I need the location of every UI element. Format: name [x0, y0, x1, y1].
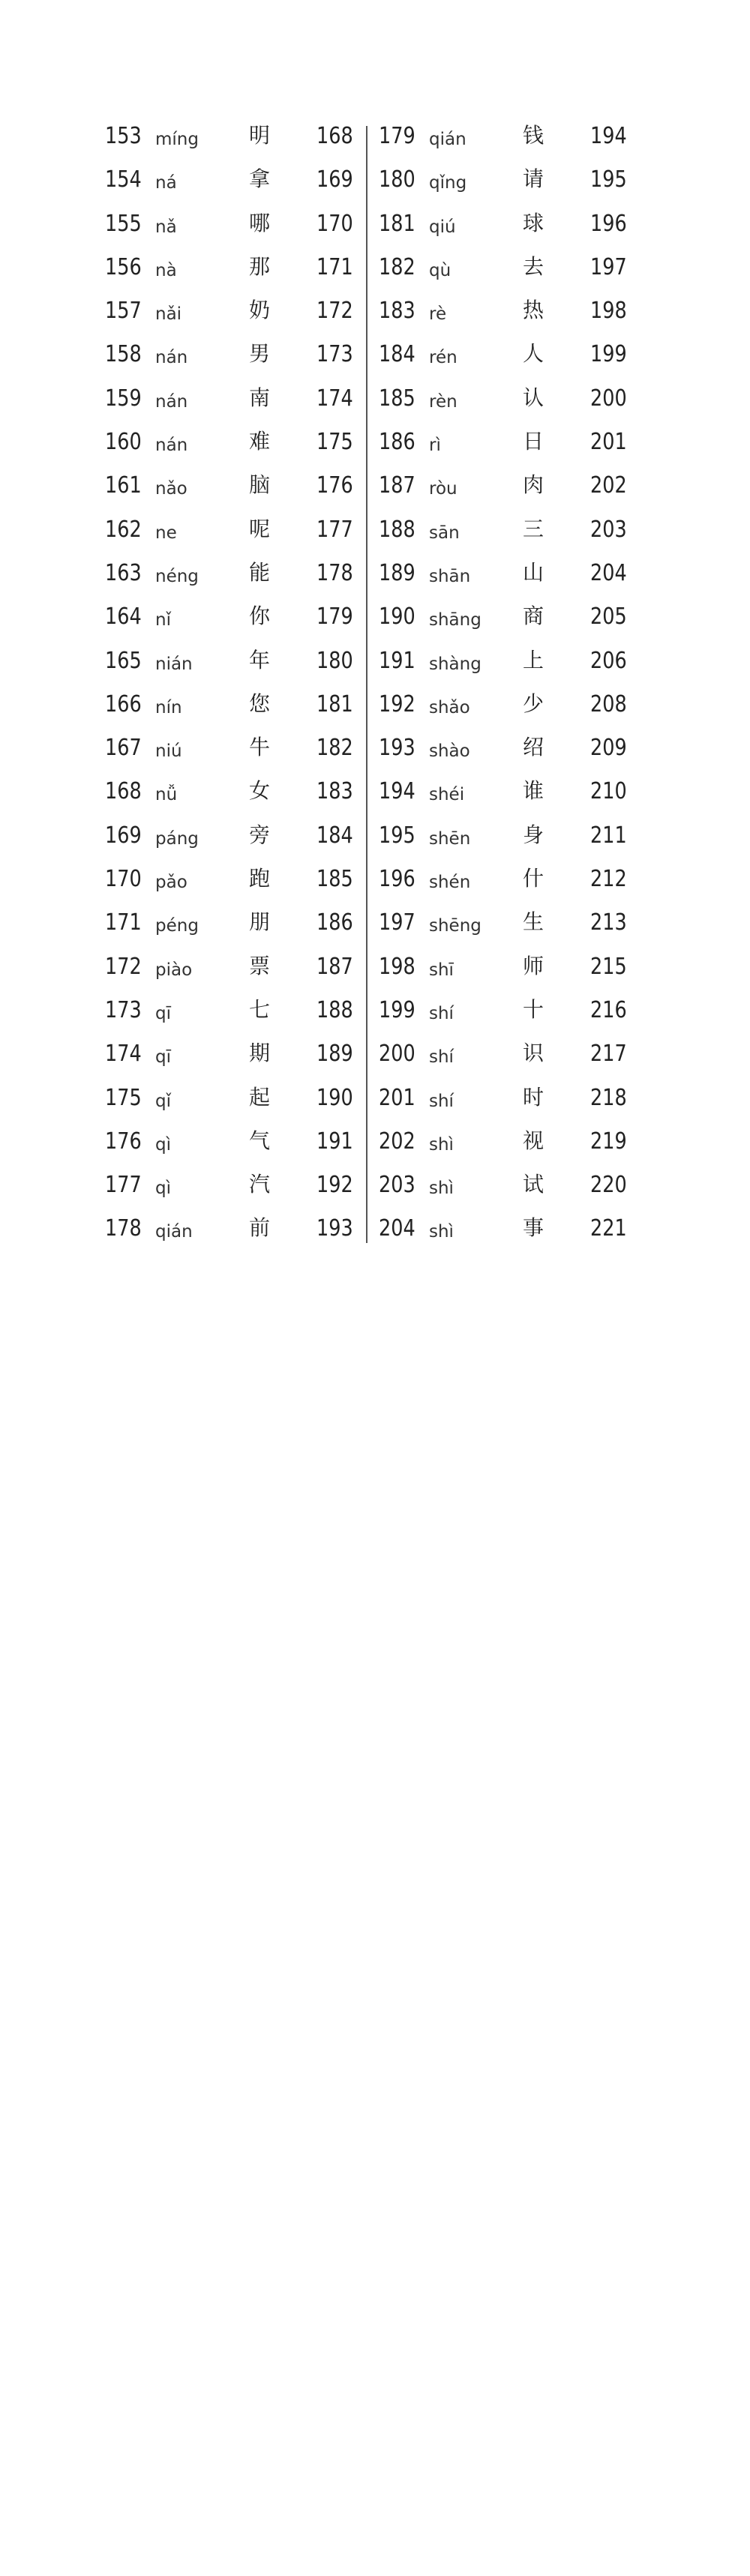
entry-character: 商 — [523, 604, 544, 629]
entry-number: 182 — [379, 253, 416, 280]
entry-character: 什 — [523, 866, 544, 891]
entry-page-number: 218 — [590, 1084, 627, 1111]
index-entry — [105, 118, 360, 161]
entry-character: 球 — [523, 210, 544, 235]
entry-number: 174 — [105, 1041, 142, 1068]
index-entry — [105, 205, 360, 249]
entry-character: 女 — [249, 778, 271, 804]
entry-number: 159 — [105, 385, 142, 412]
entry-pinyin: qù — [429, 260, 452, 280]
entry-number: 169 — [105, 822, 142, 849]
entry-pinyin: shén — [429, 873, 471, 893]
entry-pinyin: shì — [429, 1179, 454, 1199]
entry-number: 177 — [105, 1172, 142, 1199]
index-entry — [379, 817, 634, 861]
index-entry — [379, 161, 634, 205]
entry-pinyin: qì — [155, 1179, 171, 1199]
entry-pinyin: qián — [155, 1222, 193, 1242]
index-entry — [379, 118, 634, 161]
entry-page-number: 179 — [316, 604, 353, 631]
index-entry — [379, 948, 634, 992]
entry-page-number: 198 — [590, 298, 627, 325]
entry-page-number: 193 — [316, 1215, 353, 1242]
entry-character: 人 — [523, 341, 544, 367]
entry-number: 166 — [105, 690, 142, 717]
index-entry — [105, 249, 360, 292]
entry-pinyin: nǎi — [155, 304, 182, 325]
entry-page-number: 217 — [590, 1041, 627, 1068]
entry-page-number: 189 — [316, 1041, 353, 1068]
entry-character: 票 — [249, 953, 271, 978]
index-entry — [379, 1080, 634, 1123]
entry-pinyin: shéi — [429, 785, 465, 805]
entry-page-number: 202 — [590, 472, 627, 499]
entry-number: 187 — [379, 472, 416, 499]
index-entry — [379, 1210, 634, 1254]
entry-number: 171 — [105, 909, 142, 936]
entry-page-number: 221 — [590, 1215, 627, 1242]
entry-page-number: 183 — [316, 778, 353, 805]
entry-number: 167 — [105, 735, 142, 762]
index-entry — [105, 904, 360, 948]
entry-character: 生 — [523, 909, 544, 935]
index-entry — [105, 424, 360, 467]
entry-pinyin: shàng — [429, 654, 482, 674]
entry-character: 身 — [523, 822, 544, 847]
entry-page-number: 197 — [590, 253, 627, 280]
entry-page-number: 169 — [316, 166, 353, 193]
entry-page-number: 186 — [316, 909, 353, 936]
entry-character: 十 — [523, 996, 544, 1022]
index-entry — [379, 424, 634, 467]
entry-character: 上 — [523, 647, 544, 672]
entry-character: 认 — [523, 385, 544, 410]
entry-page-number: 199 — [590, 341, 627, 368]
entry-pinyin: rè — [429, 304, 447, 325]
entry-page-number: 201 — [590, 429, 627, 456]
entry-pinyin: shí — [429, 1047, 454, 1068]
entry-pinyin: qì — [155, 1134, 171, 1155]
entry-page-number: 187 — [316, 953, 353, 980]
entry-page-number: 168 — [316, 123, 353, 149]
entry-pinyin: shào — [429, 741, 470, 762]
entry-number: 156 — [105, 253, 142, 280]
entry-number: 184 — [379, 341, 416, 368]
entry-number: 194 — [379, 778, 416, 805]
entry-pinyin: shì — [429, 1134, 454, 1155]
entry-page-number: 190 — [316, 1084, 353, 1111]
index-entry — [105, 686, 360, 729]
entry-pinyin: qiú — [429, 217, 456, 237]
entry-pinyin: nín — [155, 697, 182, 717]
entry-character: 您 — [249, 690, 271, 716]
entry-page-number: 203 — [590, 516, 627, 543]
entry-pinyin: shāng — [429, 610, 482, 631]
entry-number: 179 — [379, 123, 416, 149]
entry-pinyin: nǚ — [155, 785, 178, 805]
entry-pinyin: néng — [155, 566, 199, 586]
entry-pinyin: shēng — [429, 916, 482, 936]
entry-character: 牛 — [249, 735, 271, 760]
entry-page-number: 213 — [590, 909, 627, 936]
index-entry — [105, 380, 360, 424]
entry-number: 204 — [379, 1215, 416, 1242]
entry-page-number: 206 — [590, 647, 627, 674]
entry-character: 请 — [523, 166, 544, 192]
entry-number: 172 — [105, 953, 142, 980]
entry-character: 少 — [523, 690, 544, 716]
column-divider — [366, 126, 368, 1243]
entry-number: 198 — [379, 953, 416, 980]
entry-number: 201 — [379, 1084, 416, 1111]
entry-pinyin: shī — [429, 960, 454, 980]
entry-number: 161 — [105, 472, 142, 499]
entry-number: 195 — [379, 822, 416, 849]
entry-number: 192 — [379, 690, 416, 717]
entry-pinyin: shí — [429, 1003, 454, 1023]
entry-number: 181 — [379, 210, 416, 237]
entry-page-number: 184 — [316, 822, 353, 849]
index-entry — [105, 992, 360, 1035]
entry-character: 钱 — [523, 123, 544, 148]
entry-page-number: 210 — [590, 778, 627, 805]
entry-page-number: 172 — [316, 298, 353, 325]
entry-pinyin: rén — [429, 348, 458, 368]
entry-number: 160 — [105, 429, 142, 456]
index-entry — [379, 992, 634, 1035]
entry-number: 186 — [379, 429, 416, 456]
entry-page-number: 211 — [590, 822, 627, 849]
entry-number: 158 — [105, 341, 142, 368]
entry-number: 190 — [379, 604, 416, 631]
index-entry — [379, 380, 634, 424]
index-entry — [379, 511, 634, 555]
entry-number: 154 — [105, 166, 142, 193]
entry-page-number: 196 — [590, 210, 627, 237]
index-entry — [379, 686, 634, 729]
entry-pinyin: rì — [429, 436, 441, 456]
entry-page-number: 195 — [590, 166, 627, 193]
entry-number: 196 — [379, 866, 416, 893]
entry-number: 173 — [105, 996, 142, 1023]
entry-page-number: 204 — [590, 559, 627, 586]
entry-pinyin: nán — [155, 348, 188, 368]
entry-pinyin: pǎo — [155, 873, 188, 893]
entry-number: 164 — [105, 604, 142, 631]
entry-pinyin: ná — [155, 173, 177, 193]
index-entry — [105, 773, 360, 816]
entry-pinyin: qī — [155, 1047, 171, 1068]
index-entry — [379, 205, 634, 249]
entry-character: 三 — [523, 516, 544, 541]
entry-pinyin: rèn — [429, 391, 458, 412]
entry-number: 180 — [379, 166, 416, 193]
entry-pinyin: nǎo — [155, 479, 188, 499]
entry-pinyin: nán — [155, 436, 188, 456]
entry-pinyin: ròu — [429, 479, 458, 499]
entry-character: 前 — [249, 1215, 271, 1241]
entry-page-number: 174 — [316, 385, 353, 412]
entry-character: 视 — [523, 1128, 544, 1153]
entry-page-number: 176 — [316, 472, 353, 499]
index-entry — [379, 555, 634, 598]
entry-character: 期 — [249, 1041, 271, 1066]
entry-character: 师 — [523, 953, 544, 978]
entry-pinyin: shí — [429, 1091, 454, 1111]
index-entry — [105, 511, 360, 555]
entry-number: 163 — [105, 559, 142, 586]
entry-pinyin: shì — [429, 1222, 454, 1242]
entry-page-number: 208 — [590, 690, 627, 717]
entry-pinyin: sān — [429, 523, 460, 543]
entry-number: 200 — [379, 1041, 416, 1068]
entry-character: 肉 — [523, 472, 544, 498]
index-entry — [379, 643, 634, 686]
index-entry — [105, 598, 360, 642]
entry-character: 时 — [523, 1084, 544, 1110]
entry-number: 193 — [379, 735, 416, 762]
index-entry — [105, 1123, 360, 1167]
entry-character: 识 — [523, 1041, 544, 1066]
entry-number: 157 — [105, 298, 142, 325]
entry-page-number: 171 — [316, 253, 353, 280]
entry-pinyin: páng — [155, 828, 199, 849]
entry-number: 185 — [379, 385, 416, 412]
entry-character: 奶 — [249, 298, 271, 323]
index-entry — [105, 643, 360, 686]
entry-pinyin: piào — [155, 960, 193, 980]
index-entry — [105, 555, 360, 598]
entry-character: 绍 — [523, 735, 544, 760]
entry-page-number: 191 — [316, 1128, 353, 1155]
entry-pinyin: nǐ — [155, 610, 171, 631]
entry-page-number: 188 — [316, 996, 353, 1023]
entry-character: 山 — [523, 559, 544, 585]
entry-pinyin: shēn — [429, 828, 471, 849]
entry-number: 188 — [379, 516, 416, 543]
entry-character: 呢 — [249, 516, 271, 541]
entry-page-number: 220 — [590, 1172, 627, 1199]
entry-character: 朋 — [249, 909, 271, 935]
entry-character: 日 — [523, 429, 544, 454]
entry-pinyin: niú — [155, 741, 182, 762]
entry-character: 试 — [523, 1172, 544, 1197]
entry-number: 183 — [379, 298, 416, 325]
index-entry — [105, 161, 360, 205]
index-entry — [105, 336, 360, 379]
index-entry — [379, 598, 634, 642]
entry-number: 191 — [379, 647, 416, 674]
entry-page-number: 212 — [590, 866, 627, 893]
entry-page-number: 219 — [590, 1128, 627, 1155]
index-entry — [379, 292, 634, 336]
index-entry — [105, 729, 360, 773]
entry-pinyin: péng — [155, 916, 199, 936]
entry-pinyin: míng — [155, 130, 199, 149]
entry-number: 199 — [379, 996, 416, 1023]
index-entry — [105, 1035, 360, 1079]
entry-character: 去 — [523, 253, 544, 279]
entry-page-number: 215 — [590, 953, 627, 980]
index-entry — [379, 861, 634, 904]
index-entry — [379, 336, 634, 379]
entry-page-number: 205 — [590, 604, 627, 631]
entry-pinyin: nián — [155, 654, 193, 674]
entry-page-number: 216 — [590, 996, 627, 1023]
entry-number: 165 — [105, 647, 142, 674]
index-column-left — [105, 118, 360, 1254]
index-entry — [105, 1080, 360, 1123]
index-entry — [379, 1035, 634, 1079]
entry-page-number: 209 — [590, 735, 627, 762]
entry-pinyin: qǐ — [155, 1091, 171, 1111]
index-entry — [105, 1167, 360, 1210]
entry-page-number: 180 — [316, 647, 353, 674]
entry-character: 七 — [249, 996, 271, 1022]
entry-number: 176 — [105, 1128, 142, 1155]
entry-number: 202 — [379, 1128, 416, 1155]
entry-number: 178 — [105, 1215, 142, 1242]
entry-character: 旁 — [249, 822, 271, 847]
entry-character: 男 — [249, 341, 271, 367]
entry-page-number: 200 — [590, 385, 627, 412]
entry-character: 那 — [249, 253, 271, 279]
entry-character: 谁 — [523, 778, 544, 804]
entry-number: 189 — [379, 559, 416, 586]
index-entry — [379, 1167, 634, 1210]
entry-character: 南 — [249, 385, 271, 410]
index-entry — [105, 292, 360, 336]
entry-pinyin: nà — [155, 260, 177, 280]
entry-character: 难 — [249, 429, 271, 454]
entry-number: 175 — [105, 1084, 142, 1111]
index-entry — [105, 817, 360, 861]
entry-number: 155 — [105, 210, 142, 237]
entry-character: 气 — [249, 1128, 271, 1153]
index-column-right — [379, 118, 634, 1254]
entry-character: 脑 — [249, 472, 271, 498]
index-entry — [379, 249, 634, 292]
entry-page-number: 170 — [316, 210, 353, 237]
entry-page-number: 181 — [316, 690, 353, 717]
entry-pinyin: qī — [155, 1003, 171, 1023]
entry-character: 拿 — [249, 166, 271, 192]
entry-page-number: 182 — [316, 735, 353, 762]
entry-character: 起 — [249, 1084, 271, 1110]
entry-pinyin: shān — [429, 566, 471, 586]
entry-number: 153 — [105, 123, 142, 149]
entry-page-number: 178 — [316, 559, 353, 586]
entry-page-number: 194 — [590, 123, 627, 149]
entry-number: 197 — [379, 909, 416, 936]
index-entry — [105, 861, 360, 904]
index-entry — [379, 729, 634, 773]
index-entry — [105, 467, 360, 511]
index-entry — [105, 948, 360, 992]
entry-number: 203 — [379, 1172, 416, 1199]
entry-character: 你 — [249, 604, 271, 629]
entry-number: 168 — [105, 778, 142, 805]
index-entry — [105, 1210, 360, 1254]
index-entry — [379, 773, 634, 816]
entry-character: 跑 — [249, 866, 271, 891]
entry-pinyin: nán — [155, 391, 188, 412]
entry-character: 汽 — [249, 1172, 271, 1197]
entry-pinyin: nǎ — [155, 217, 177, 237]
entry-character: 事 — [523, 1215, 544, 1241]
entry-character: 哪 — [249, 210, 271, 235]
entry-character: 能 — [249, 559, 271, 585]
index-entry — [379, 467, 634, 511]
entry-pinyin: qǐng — [429, 173, 467, 193]
entry-number: 162 — [105, 516, 142, 543]
entry-page-number: 173 — [316, 341, 353, 368]
entry-character: 年 — [249, 647, 271, 672]
entry-pinyin: ne — [155, 523, 177, 543]
entry-pinyin: shǎo — [429, 697, 470, 717]
entry-page-number: 192 — [316, 1172, 353, 1199]
entry-pinyin: qián — [429, 130, 466, 149]
entry-character: 明 — [249, 123, 271, 148]
entry-page-number: 177 — [316, 516, 353, 543]
entry-page-number: 185 — [316, 866, 353, 893]
entry-number: 170 — [105, 866, 142, 893]
index-entry — [379, 1123, 634, 1167]
entry-character: 热 — [523, 298, 544, 323]
entry-page-number: 175 — [316, 429, 353, 456]
index-entry — [379, 904, 634, 948]
